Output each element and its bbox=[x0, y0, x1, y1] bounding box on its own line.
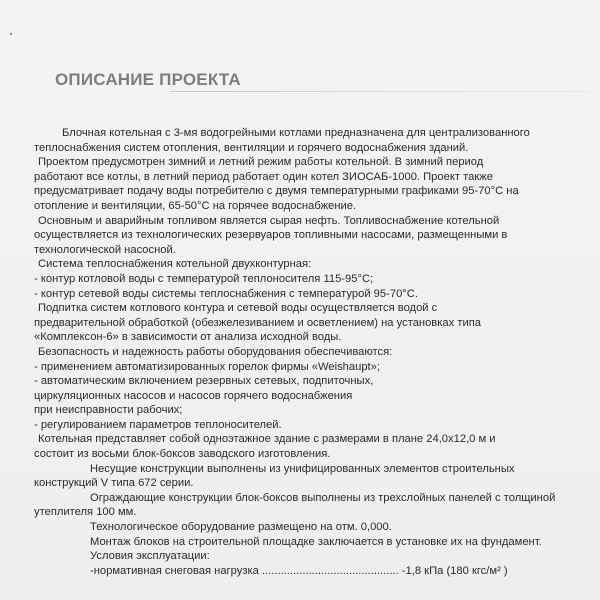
text-line: циркуляционных насосов и насосов горячего водоснабжения bbox=[34, 389, 353, 402]
text-line: Условия эксплуатации: bbox=[90, 550, 210, 563]
text-line: Система теплоснабжения котельной двухконтурная: bbox=[38, 258, 312, 271]
text-line: технологической насосной. bbox=[34, 243, 176, 256]
section-heading: ОПИСАНИЕ ПРОЕКТА bbox=[55, 70, 241, 89]
text-line: Блочная котельная с 3-мя водогрейными котлами предназначена для централизованного bbox=[62, 127, 530, 139]
text-line: Безопасность и надежность работы оборудования обеспечиваются: bbox=[38, 345, 393, 358]
heading-rule bbox=[170, 91, 590, 92]
text-line: - регулированием параметров теплоносителей. bbox=[34, 418, 282, 431]
text-line: Основным и аварийным топливом является сырая нефть. Топливоснабжение котельной bbox=[38, 214, 500, 227]
text-line: Проектом предусмотрен зимний и летний режим работы котельной. В зимний период bbox=[38, 156, 484, 169]
text-line: Несущие конструкции выполнены из унифицированных элементов строительных bbox=[90, 462, 515, 475]
text-line: -нормативная снеговая нагрузка ............................................ -1,8 кПа (180 кгс/м² ) bbox=[90, 564, 508, 577]
text-line: - автоматическим включением резервных сетевых, подпиточных, bbox=[34, 375, 374, 388]
text-line: теплоснабжения систем отопления, вентиляции и горячего водоснабжения зданий. bbox=[34, 141, 469, 154]
body-text bbox=[32, 126, 577, 578]
text-line: предварительной обработкой (обезжелезиванием и осветлением) на установках типа bbox=[34, 316, 481, 329]
text-line: Подпитка систем котлового контура и сетевой воды осуществляется водой с bbox=[38, 302, 438, 315]
text-line: Котельная представляет собой одноэтажное здание с размерами в плане 24,0х12,0 м и bbox=[38, 433, 496, 446]
text-line: утеплителя 100 мм. bbox=[34, 506, 137, 519]
text-line: отопление и вентиляции, 65-50°С на горячее водоснабжение. bbox=[34, 199, 357, 212]
text-line: работают все котлы, в летний период работает один котел ЗИОСАБ-1000. Проект также bbox=[34, 170, 493, 183]
scan-speck bbox=[10, 33, 12, 35]
text-line: предусматривает подачу воды потребителю с двумя температурными графиками 95-70°С на bbox=[34, 185, 519, 198]
text-line: Ограждающие конструкции блок-боксов выполнены из трехслойных панелей с толщиной bbox=[90, 491, 556, 504]
text-line: Монтаж блоков на строительной площадке заключается в установке их на фундамент. bbox=[90, 535, 542, 548]
text-line: «Комплексон-6» в зависимости от анализа исходной воды. bbox=[34, 331, 342, 344]
text-line: осуществляется из технологических резервуаров топливными насосами, размещенными в bbox=[34, 229, 508, 242]
text-line: состоит из восьми блок-боксов заводского изготовления. bbox=[34, 448, 331, 461]
text-line: - применением автоматизированных горелок фирмы «Weishaupt»; bbox=[34, 360, 380, 373]
text-line: Технологическое оборудование размещено на отм. 0,000. bbox=[90, 521, 392, 534]
text-line: - контур котловой воды с температурой теплоносителя 115-95°С; bbox=[34, 272, 374, 285]
text-line: конструкций V типа 672 серии. bbox=[34, 477, 194, 490]
text-line: при неисправности рабочих; bbox=[34, 404, 183, 417]
text-line: - контур сетевой воды системы теплоснабжения с температурой 95-70°С. bbox=[34, 287, 418, 300]
